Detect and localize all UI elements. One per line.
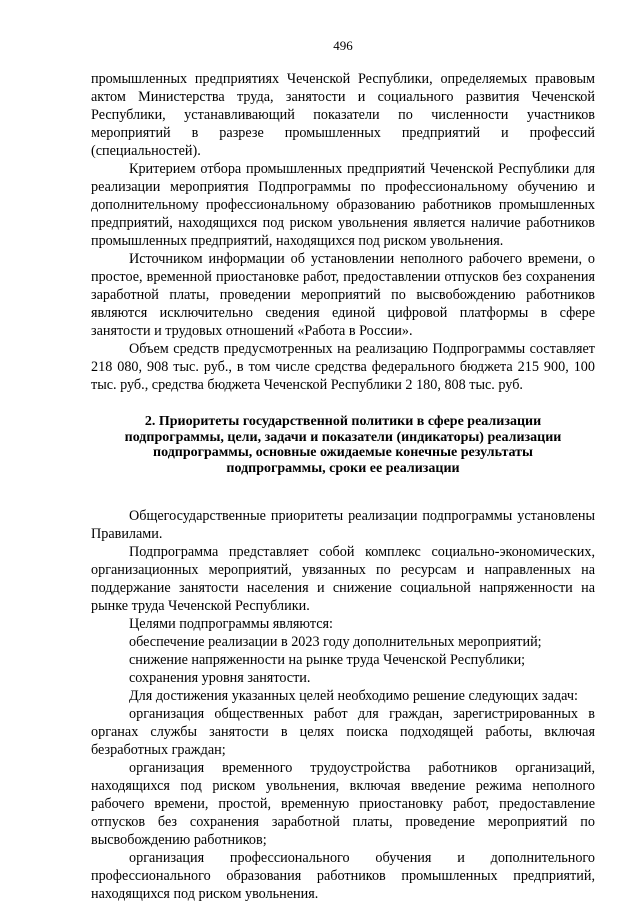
paragraph-funding-volume: Объем средств предусмотренных на реализацию Подпрограммы составляет 218 080, 908 тыс. руб., в том числе средства федерального бюджета 215 900, 100 тыс. руб., средства бюджета Чеченской Республики 2 180, 808 тыс. руб. xyxy=(91,341,595,393)
paragraph-task-item: организация временного трудоустройства работников организаций, находящихся под риском увольнения, включая введение режима неполного рабочего времени, простой, временную приостановку работ, предоставление отпусков без сохранения заработной платы, проведение мероприятий по высвобождению работников; xyxy=(91,760,595,848)
section-heading-line: подпрограммы, сроки ее реализации xyxy=(226,460,460,476)
paragraph-task-item: организация профессионального обучения и дополнительного профессионального образования работников промышленных предприятий, находящихся под риском увольнения. xyxy=(91,850,595,902)
paragraph-selection-criteria: Критерием отбора промышленных предприятий Чеченской Республики для реализации мероприятия Подпрограммы по профессиональному обучению и дополнительному профессиональному образованию работников промышленных предприятий, находящихся под риском увольнения является наличие работников промышленных предприятий, находящихся под риском увольнения. xyxy=(91,161,595,249)
paragraph-continuation: промышленных предприятиях Чеченской Республики, определяемых правовым актом Министерства труда, занятости и социального развития Чеченской Республики, устанавливающий показатели по численности участников мероприятий в разрезе промышленных предприятий и профессий (специальностей). xyxy=(91,71,595,159)
paragraph-task-item: организация общественных работ для граждан, зарегистрированных в органах службы занятости в целях поиска подходящей работы, включая безработных граждан; xyxy=(91,706,595,758)
section-heading-line: подпрограммы, цели, задачи и показатели (индикаторы) реализации xyxy=(124,429,562,445)
paragraph-information-source: Источником информации об установлении неполного рабочего времени, о простое, временной приостановке работ, предоставлении отпусков без сохранения заработной платы, проведении мероприятий по высвобождению работников являются исключительно сведения единой цифровой платформы в сфере занятости и трудовых отношений «Работа в России». xyxy=(91,251,595,339)
section-heading-line: 2. Приоритеты государственной политики в сфере реализации xyxy=(144,414,542,429)
paragraph-goal-item: снижение напряженности на рынке труда Чеченской Республики; xyxy=(129,652,526,668)
paragraph-tasks-intro: Для достижения указанных целей необходимо решение следующих задач: xyxy=(129,688,578,704)
paragraph-goal-item: сохранения уровня занятости. xyxy=(129,670,311,686)
page-number: 496 xyxy=(333,38,353,53)
paragraph-goals-intro: Целями подпрограммы являются: xyxy=(129,616,333,632)
paragraph-goal-item: обеспечение реализации в 2023 году дополнительных мероприятий; xyxy=(129,634,542,650)
section-heading-line: подпрограммы, основные ожидаемые конечные результаты xyxy=(153,445,533,460)
section-heading xyxy=(91,414,595,476)
paragraph-priorities: Общегосударственные приоритеты реализации подпрограммы установлены Правилами. xyxy=(91,508,595,542)
paragraph-subprogram-description: Подпрограмма представляет собой комплекс социально-экономических, организационных мероприятий, увязанных по ресурсам и направленных на поддержание занятости населения и снижение социальной напряженности на рынке труда Чеченской Республики. xyxy=(91,544,595,614)
